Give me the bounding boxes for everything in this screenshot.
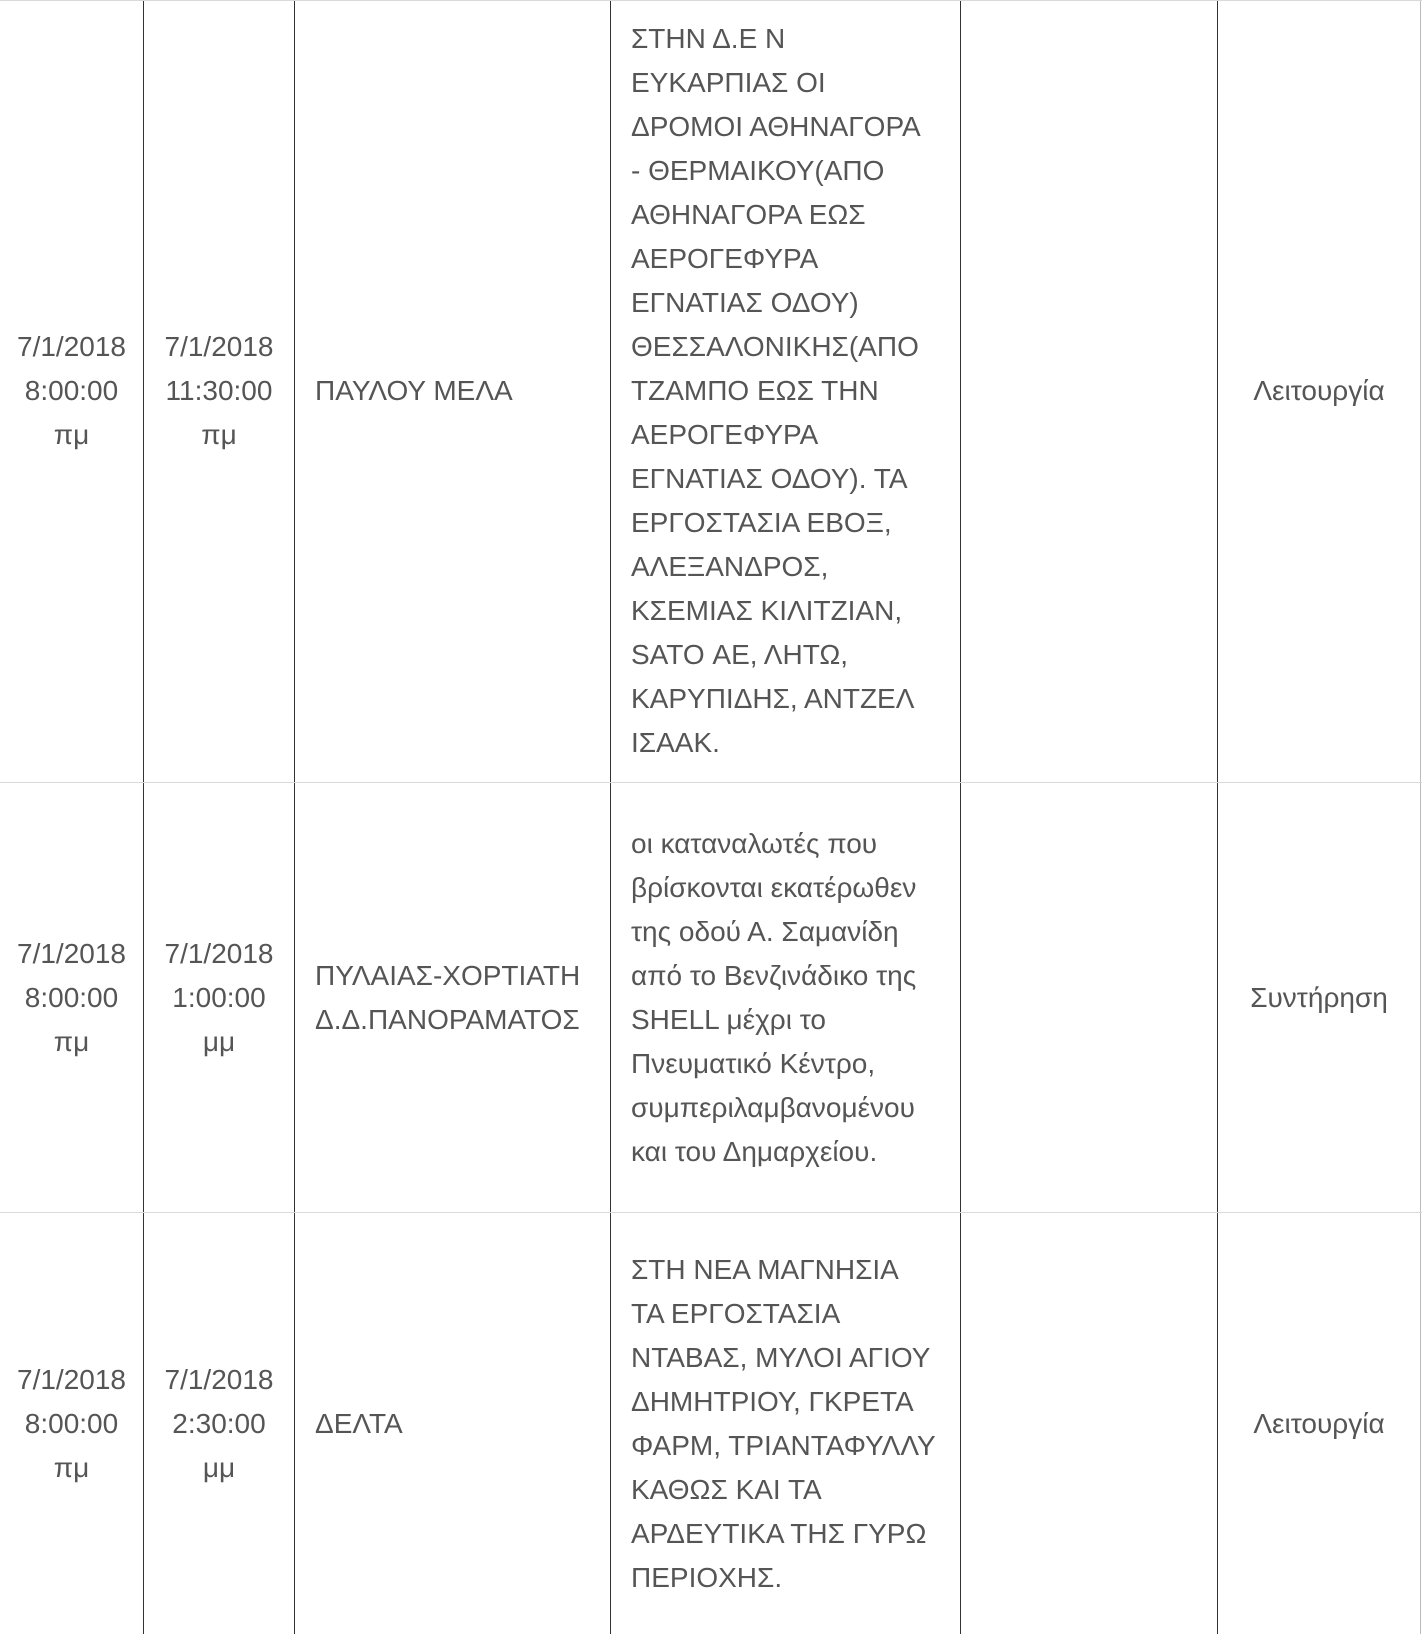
- area-text: ΠΑΥΛΟΥ ΜΕΛΑ: [315, 375, 513, 406]
- area-text: ΠΥΛΑΙΑΣ-ΧΟΡΤΙΑΤΗ Δ.Δ.ΠΑΝΟΡΑΜΑΤΟΣ: [315, 959, 581, 1035]
- table-row: [0, 1213, 1422, 1634]
- end-date: 7/1/2018: [164, 331, 274, 362]
- table-row: [0, 783, 1422, 1212]
- reason-cell: [1218, 783, 1420, 1212]
- start-ampm: πμ: [53, 419, 90, 450]
- start-date: 7/1/2018: [17, 1363, 126, 1395]
- empty-cell: [961, 0, 1217, 782]
- end-time: 1:00:00: [172, 981, 266, 1013]
- reason-text: Συντήρηση: [1250, 981, 1388, 1013]
- start-datetime-cell: [0, 0, 143, 782]
- end-time: 11:30:00: [165, 375, 273, 406]
- description-text: οι καταναλωτές που βρίσκονται εκατέρωθεν της οδού Α. Σαμανίδη από το Βενζινάδικο της SHELL μέχρι το Πνευματικό Κέντρο, συμπεριλαμβανομένου και του Δημαρχείου.: [631, 827, 917, 1167]
- reason-cell: [1218, 1213, 1420, 1634]
- start-time: 8:00:00: [24, 981, 119, 1013]
- area-cell: [295, 783, 610, 1212]
- start-ampm: πμ: [53, 1025, 90, 1057]
- reason-cell: [1218, 0, 1420, 782]
- start-date: 7/1/2018: [17, 937, 126, 969]
- end-ampm: πμ: [201, 419, 237, 450]
- table-row: [0, 0, 1422, 782]
- description-cell: [611, 783, 960, 1212]
- start-time: 8:00:00: [24, 1407, 119, 1439]
- reason-text: Λειτουργία: [1253, 1407, 1385, 1439]
- start-date: 7/1/2018: [17, 331, 126, 362]
- description-text: ΣΤΗ ΝΕΑ ΜΑΓΝΗΣΙΑ ΤΑ ΕΡΓΟΣΤΑΣΙΑ ΝΤΑΒΑΣ, ΜΥΛΟΙ ΑΓΙΟΥ ΔΗΜΗΤΡΙΟΥ, ΓΚΡΕΤΑ ΦΑΡΜ, ΤΡΙΑΝΤΑΦΥΛΛΥ ΚΑΘΩΣ ΚΑΙ ΤΑ ΑΡΔΕΥΤΙΚΑ ΤΗΣ ΓΥΡΩ ΠΕΡΙΟΧΗΣ.: [631, 1253, 936, 1593]
- start-datetime-cell: [0, 1213, 143, 1634]
- end-ampm: μμ: [202, 1451, 236, 1483]
- start-datetime-cell: [0, 783, 143, 1212]
- end-date: 7/1/2018: [164, 1363, 274, 1395]
- end-ampm: μμ: [202, 1025, 236, 1057]
- end-date: 7/1/2018: [164, 937, 274, 969]
- empty-cell: [961, 1213, 1217, 1634]
- area-cell: [295, 1213, 610, 1634]
- description-text: ΣΤΗΝ Δ.Ε Ν ΕΥΚΑΡΠΙΑΣ ΟΙ ΔΡΟΜΟΙ ΑΘΗΝΑΓΟΡΑ - ΘΕΡΜΑΙΚΟΥ(ΑΠΟ ΑΘΗΝΑΓΟΡΑ ΕΩΣ ΑΕΡΟΓΕΦΥΡΑ ΕΓΝΑΤΙΑΣ ΟΔΟΥ) ΘΕΣΣΑΛΟΝΙΚΗΣ(ΑΠΟ ΤΖΑΜΠΟ ΕΩΣ ΤΗΝ ΑΕΡΟΓΕΦΥΡΑ ΕΓΝΑΤΙΑΣ ΟΔΟΥ). ΤΑ ΕΡΓΟΣΤΑΣΙΑ ΕΒΟΞ, ΑΛΕΞΑΝΔΡΟΣ, ΚΣΕΜΙΑΣ ΚΙΛΙΤΖΙΑΝ, SATO ΑΕ, ΛΗΤΩ, ΚΑΡΥΠΙΔΗΣ, ΑΝΤΖΕΛ ΙΣΑΑΚ.: [631, 23, 920, 758]
- description-cell: [611, 0, 960, 782]
- end-datetime-cell: [144, 0, 294, 782]
- empty-cell: [961, 783, 1217, 1212]
- area-text: ΔΕΛΤΑ: [315, 1407, 403, 1439]
- start-time: 8:00:00: [24, 375, 119, 406]
- end-time: 2:30:00: [172, 1407, 266, 1439]
- reason-text: Λειτουργία: [1253, 375, 1385, 406]
- start-ampm: πμ: [53, 1451, 90, 1483]
- end-datetime-cell: [144, 783, 294, 1212]
- description-cell: [611, 1213, 960, 1634]
- end-datetime-cell: [144, 1213, 294, 1634]
- area-cell: [295, 0, 610, 782]
